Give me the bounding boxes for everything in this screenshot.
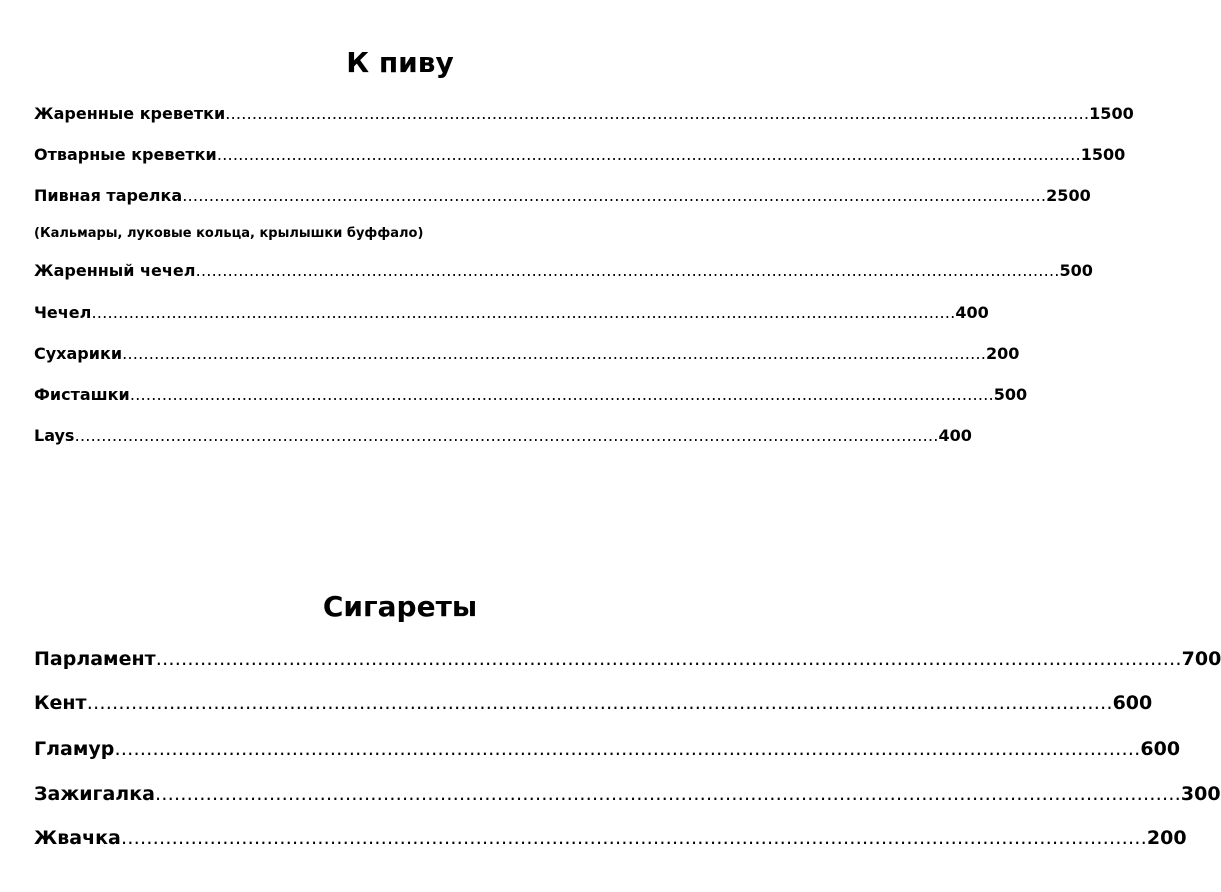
- menu-item-price: 500: [993, 385, 1028, 404]
- menu-item: [34, 104, 1134, 123]
- menu-item-name: Фисташки: [34, 385, 130, 404]
- leader-dots: ………………………………………………………………………………………………………………………………………………: [216, 145, 1081, 164]
- leader-dots: ………………………………………………………………………………………………………………………………………………: [120, 827, 1147, 849]
- menu-item-name: Чечел: [34, 303, 92, 322]
- menu-item-name: Жвачка: [34, 827, 121, 849]
- leader-dots: ………………………………………………………………………………………………………………………………………………: [86, 692, 1113, 714]
- menu-item-name: Кент: [34, 692, 87, 714]
- menu-item-name: Отварные креветки: [34, 145, 217, 164]
- menu-item-price: 1500: [1080, 145, 1126, 164]
- leader-dots: ………………………………………………………………………………………………………………………………………………: [122, 344, 987, 363]
- menu-item-price: 700: [1181, 648, 1221, 670]
- menu-item-name: Пивная тарелка: [34, 186, 183, 205]
- menu-item: [34, 344, 1020, 363]
- menu-item-price: 300: [1180, 783, 1221, 805]
- menu-item-price: 1500: [1089, 104, 1134, 123]
- menu-item: [34, 648, 1221, 670]
- menu-item-note: (Кальмары, луковые кольца, крылышки буффало): [34, 226, 424, 241]
- menu-item-price: 600: [1140, 738, 1181, 760]
- leader-dots: ………………………………………………………………………………………………………………………………………………: [155, 648, 1182, 670]
- menu-item-name: Парламент: [34, 648, 156, 670]
- menu-item: [34, 385, 1028, 404]
- menu-item-price: 200: [986, 344, 1020, 363]
- menu-item-name: Зажигалка: [34, 783, 155, 805]
- menu-item: [34, 738, 1181, 760]
- menu-item: [34, 827, 1187, 849]
- cigarettes-section-title: Сигареты: [322, 590, 478, 623]
- leader-dots: ………………………………………………………………………………………………………………………………………………: [74, 426, 939, 445]
- menu-item-price: 600: [1112, 692, 1153, 714]
- menu-item: [34, 145, 1126, 164]
- leader-dots: ………………………………………………………………………………………………………………………………………………: [91, 303, 956, 322]
- menu-item-price: 500: [1059, 261, 1093, 280]
- menu-item-name: Lays: [34, 426, 75, 445]
- leader-dots: ………………………………………………………………………………………………………………………………………………: [129, 385, 994, 404]
- leader-dots: ………………………………………………………………………………………………………………………………………………: [114, 738, 1141, 760]
- leader-dots: ………………………………………………………………………………………………………………………………………………: [225, 104, 1090, 123]
- menu-item-price: 400: [938, 426, 972, 445]
- menu-item-name: Жаренный чечел: [34, 261, 196, 280]
- menu-item-name: Гламур: [34, 738, 115, 760]
- leader-dots: ………………………………………………………………………………………………………………………………………………: [154, 783, 1181, 805]
- menu-item-price: 400: [955, 303, 989, 322]
- menu-item-name: Жаренные креветки: [34, 104, 226, 123]
- leader-dots: ………………………………………………………………………………………………………………………………………………: [182, 186, 1047, 205]
- menu-item-price: 200: [1146, 827, 1187, 849]
- menu-item: [34, 303, 989, 322]
- menu-item: [34, 261, 1093, 280]
- menu-item-price: 2500: [1046, 186, 1091, 205]
- leader-dots: ………………………………………………………………………………………………………………………………………………: [195, 261, 1060, 280]
- menu-item-name: Сухарики: [34, 344, 123, 363]
- menu-item: [34, 426, 972, 445]
- menu-item: [34, 186, 1091, 205]
- menu-item: [34, 783, 1221, 805]
- beer-section-title: К пиву: [346, 46, 454, 79]
- menu-item: [34, 692, 1153, 714]
